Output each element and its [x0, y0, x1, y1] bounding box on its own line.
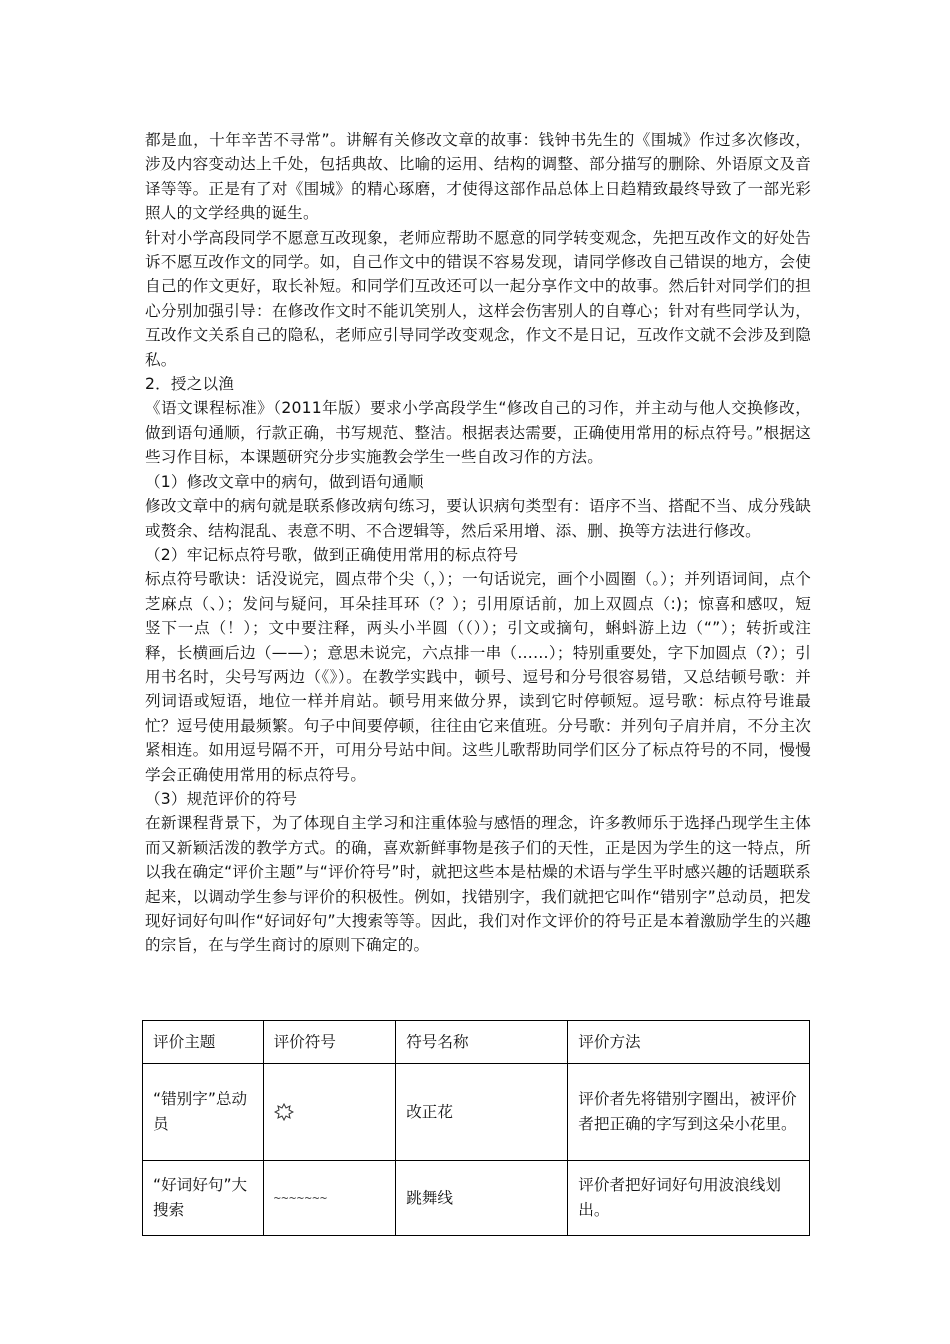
document-body — [145, 128, 811, 958]
table-cell-name: 改正花 — [396, 1064, 568, 1161]
wavy-line-symbol: ~~~~~~~ — [273, 1191, 328, 1205]
table-cell-theme: “错别字”总动员 — [143, 1064, 264, 1161]
paragraph: 针对小学高段同学不愿意互改现象，老师应帮助不愿意的同学转变观念，先把互改作文的好处告诉不愿互改作文的同学。如，自己作文中的错误不容易发现，请同学修改自己错误的地方，会使自己的作文更好，取长补短。和同学们互改还可以一起分享作文中的故事。然后针对同学们的担心分别加强引导：在修改作文时不能讥笑别人，这样会伤害别人的自尊心；针对有些同学认为，互改作文关系自己的隐私，老师应引导同学改变观念，作文不是日记，互改作文就不会涉及到隐私。 — [145, 228, 811, 369]
table-header-cell: 评价方法 — [568, 1021, 810, 1064]
table-header-cell: 评价符号 — [263, 1021, 396, 1064]
subsection-heading: （2）牢记标点符号歌，做到正确使用常用的标点符号 — [145, 545, 519, 564]
table-cell-symbol — [263, 1161, 396, 1236]
table-header-cell: 符号名称 — [396, 1021, 568, 1064]
paragraph: 《语文课程标准》（2011年版）要求小学高段学生“修改自己的习作，并主动与他人交换修改，做到语句通顺，行款正确，书写规范、整洁。根据表达需要，正确使用常用的标点符号。”根据这些习作目标，本课题研究分步实施教会学生一些自改习作的方法。 — [145, 399, 811, 467]
table-cell-method: 评价者先将错别字圈出，被评价者把正确的字写到这朵小花里。 — [568, 1064, 810, 1161]
subsection-heading: （1）修改文章中的病句，做到语句通顺 — [145, 472, 424, 491]
paragraph: 修改文章中的病句就是联系修改病句练习，要认识病句类型有：语序不当、搭配不当、成分残缺或赘余、结构混乱、表意不明、不合逻辑等，然后采用增、添、删、换等方法进行修改。 — [145, 497, 811, 540]
table-cell-symbol — [263, 1064, 396, 1161]
table-row — [143, 1161, 810, 1236]
table-cell-method: 评价者把好词好句用波浪线划出。 — [568, 1161, 810, 1236]
table-header-cell: 评价主题 — [143, 1021, 264, 1064]
paragraph: 都是血，十年辛苦不寻常”。讲解有关修改文章的故事：钱钟书先生的《围城》作过多次修改，涉及内容变动达上千处，包括典故、比喻的运用、结构的调整、部分描写的删除、外语原文及音译等等。正是有了对《围城》的精心琢磨，才使得这部作品总体上日趋精致最终导致了一部光彩照人的文学经典的诞生。 — [145, 131, 811, 223]
paragraph: 标点符号歌诀：话没说完，圆点带个尖（，）；一句话说完，画个小圆圈（。）；并列语词间，点个芝麻点（、）；发问与疑问，耳朵挂耳环（？）；引用原话前，加上双圆点（:)；惊喜和感叹，短竖下一点（！）；文中要注释，两头小半圆（（））；引文或摘句，蝌蚪游上边（“”）；转折或注释，长横画后边（——）；意思未说完，六点排一串（……）；特别重要处，字下加圆点（?）；引用书名时，尖号写两边（《》）。在教学实践中，顿号、逗号和分号很容易错，又总结顿号歌：并列词语或短语，地位一样并肩站。顿号用来做分界，读到它时停顿短。逗号歌：标点符号谁最忙？逗号使用最频繁。句子中间要停顿，往往由它来值班。分号歌：并列句子肩并肩，不分主次紧相连。如用逗号隔不开，可用分号站中间。这些儿歌帮助同学们区分了标点符号的不同，慢慢学会正确使用常用的标点符号。 — [145, 570, 811, 784]
evaluation-table — [142, 1020, 810, 1236]
section-heading: 2．授之以渔 — [145, 375, 235, 394]
table-header-row — [143, 1021, 810, 1064]
table-cell-theme: “好词好句”大搜索 — [143, 1161, 264, 1236]
subsection-heading: （3）规范评价的符号 — [145, 789, 298, 808]
flower-icon — [274, 1103, 386, 1121]
paragraph: 在新课程背景下，为了体现自主学习和注重体验与感悟的理念，许多教师乐于选择凸现学生主体而又新颖活泼的教学方式。的确，喜欢新鲜事物是孩子们的天性，正是因为学生的这一特点，所以我在确定“评价主题”与“评价符号”时，就把这些本是枯燥的术语与学生平时感兴趣的话题联系起来，以调动学生参与评价的积极性。例如，找错别字，我们就把它叫作“错别字”总动员，把发现好词好句叫作“好词好句”大搜索等等。因此，我们对作文评价的符号正是本着激励学生的兴趣的宗旨，在与学生商讨的原则下确定的。 — [145, 814, 811, 955]
table-cell-name: 跳舞线 — [396, 1161, 568, 1236]
table-row — [143, 1064, 810, 1161]
